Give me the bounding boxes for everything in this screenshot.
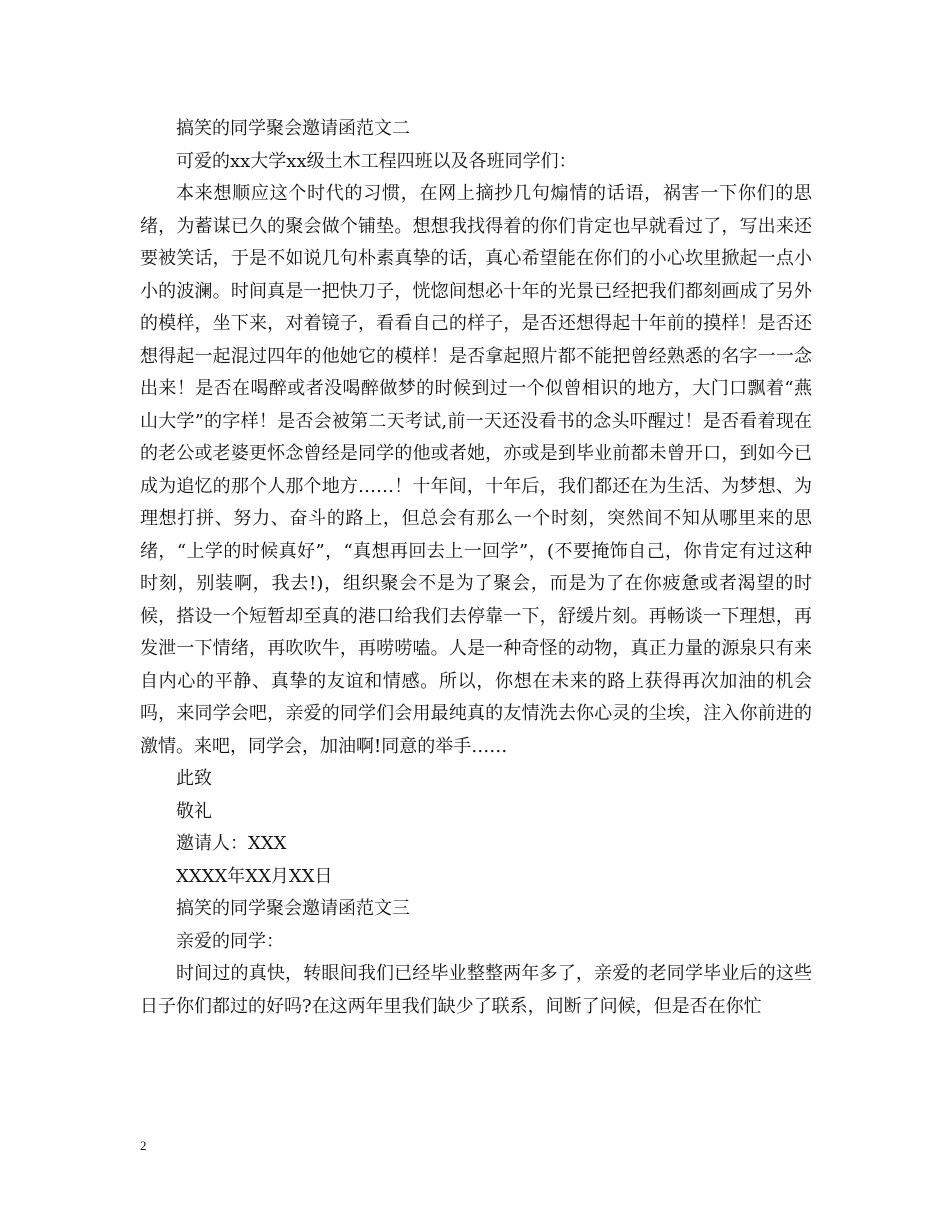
date-line: XXXX年XX月XX日 xyxy=(176,865,333,887)
body-paragraph: 时间过的真快，转眼间我们已经毕业整整两年多了，亲爱的老同学毕业后的这些日子你们都过的好吗?在这两年里我们缺少了联系，间断了问候，但是否在你忙 xyxy=(140,963,812,1017)
greeting: 亲爱的同学： xyxy=(176,930,284,952)
greeting: 可爱的xx大学xx级土木工程四班以及各班同学们： xyxy=(176,150,577,172)
closing-line: 敬礼 xyxy=(176,800,212,822)
closing-line: 此致 xyxy=(176,768,212,789)
document-body xyxy=(140,113,812,1023)
section-title: 搞笑的同学聚会邀请函范文二 xyxy=(176,118,410,139)
body-paragraph: 本来想顺应这个时代的习惯，在网上摘抄几句煽情的话语，祸害一下你们的思绪，为蓄谋已久的聚会做个铺垫。想想我找得着的你们肯定也早就看过了，写出来还要被笑话，于是不如说几句朴素真挚的话，真心希望能在你们的小心坎里掀起一点小小的波澜。时间真是一把快刀子，恍惚间想必十年的光景已经把我们都刻画成了另外的模样，坐下来，对着镜子，看看自己的样子，是否还想得起十年前的摸样！是否还想得起一起混过四年的他她它的模样！是否拿起照片都不能把曾经熟悉的名字一一念出来！是否在喝醉或者没喝醉做梦的时候到过一个似曾相识的地方，大门口飘着“燕山大学”的字样！是否会被第二天考试,前一天还没看书的念头吓醒过！是否看着现在的老公或老婆更怀念曾经是同学的他或者她，亦或是到毕业前都未曾开口，到如今已成为追忆的那个人那个地方……！十年间，十年后，我们都还在为生活、为梦想、为理想打拼、努力、奋斗的路上，但总会有那么一个时刻，突然间不知从哪里来的思绪，“上学的时候真好”，“真想再回去上一回学”，(不要掩饰自己，你肯定有过这种时刻，别装啊，我去!)，组织聚会不是为了聚会，而是为了在你疲惫或者渴望的时候，搭设一个短暂却至真的港口给我们去停靠一下，舒缓片刻。再畅谈一下理想，再发泄一下情绪，再吹吹牛，再唠唠嗑。人是一种奇怪的动物，真正力量的源泉只有来自内心的平静、真挚的友谊和情感。所以，你想在未来的路上获得再次加油的机会吗，来同学会吧，亲爱的同学们会用最纯真的友情洗去你心灵的尘埃，注入你前进的激情。来吧，同学会，加油啊!同意的举手…… xyxy=(140,183,812,757)
inviter-line: 邀请人：XXX xyxy=(176,833,287,854)
page-number: 2 xyxy=(140,1138,147,1153)
section-title: 搞笑的同学聚会邀请函范文三 xyxy=(176,898,410,919)
